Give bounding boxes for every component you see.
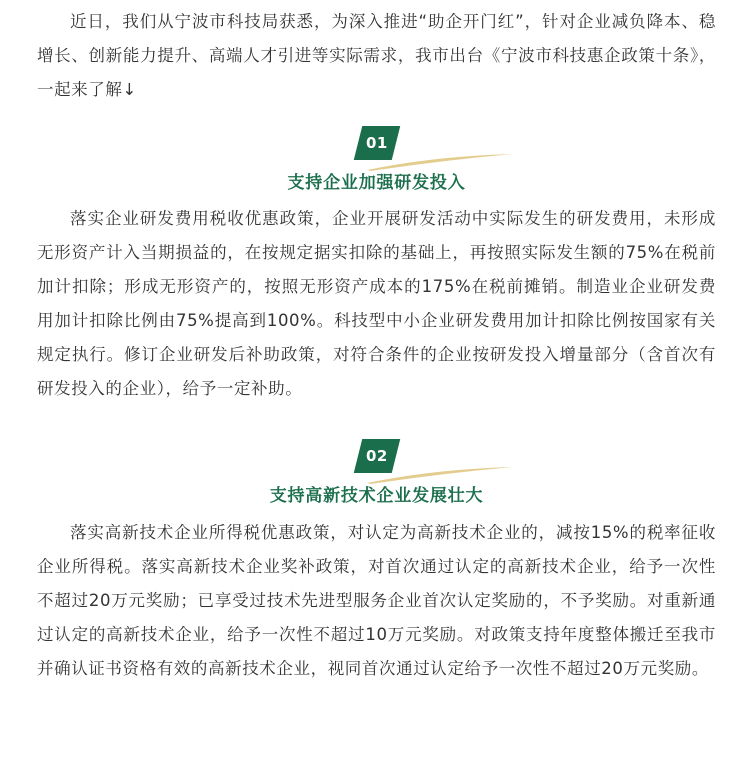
swoosh-decoration-icon: [365, 465, 515, 485]
section-number: 02: [365, 447, 388, 465]
intro-paragraph: 近日，我们从宁波市科技局获悉，为深入推进“助企开门红”，针对企业减负降本、稳增长、创新能力提升、高端人才引进等实际需求，我市出台《宁波市科技惠企政策十条》，一起来了解↓: [37, 12, 716, 99]
section-header: [37, 439, 716, 511]
section-header: [37, 126, 716, 198]
section-body: 落实企业研发费用税收优惠政策，企业开展研发活动中实际发生的研发费用，未形成无形资产计入当期损益的，在按规定据实扣除的基础上，再按照实际发生额的75%在税前加计扣除；形成无形资产的，按照无形资产成本的175%在税前摊销。制造业企业研发费用加计扣除比例由75%提高到100%。科技型中小企业研发费用加计扣除比例按国家有关规定执行。修订企业研发后补助政策，对符合条件的企业按研发投入增量部分（含首次有研发投入的企业），给予一定补助。: [37, 209, 716, 398]
badge-wrap: [37, 126, 716, 160]
section-title: 支持企业加强研发投入: [287, 173, 466, 193]
section-1: [37, 126, 716, 406]
section-title: 支持高新技术企业发展壮大: [269, 486, 484, 506]
section-number: 01: [365, 134, 388, 152]
section-2: [37, 439, 716, 686]
section-body: 落实高新技术企业所得税优惠政策，对认定为高新技术企业的，减按15%的税率征收企业所得税。落实高新技术企业奖补政策，对首次通过认定的高新技术企业，给予一次性不超过20万元奖励；已享受过技术先进型服务企业首次认定奖励的，不予奖励。对重新通过认定的高新技术企业，给予一次性不超过10万元奖励。对政策支持年度整体搬迁至我市并确认证书资格有效的高新技术企业，视同首次通过认定给予一次性不超过20万元奖励。: [37, 523, 716, 678]
badge-wrap: [37, 439, 716, 473]
swoosh-decoration-icon: [365, 152, 515, 172]
